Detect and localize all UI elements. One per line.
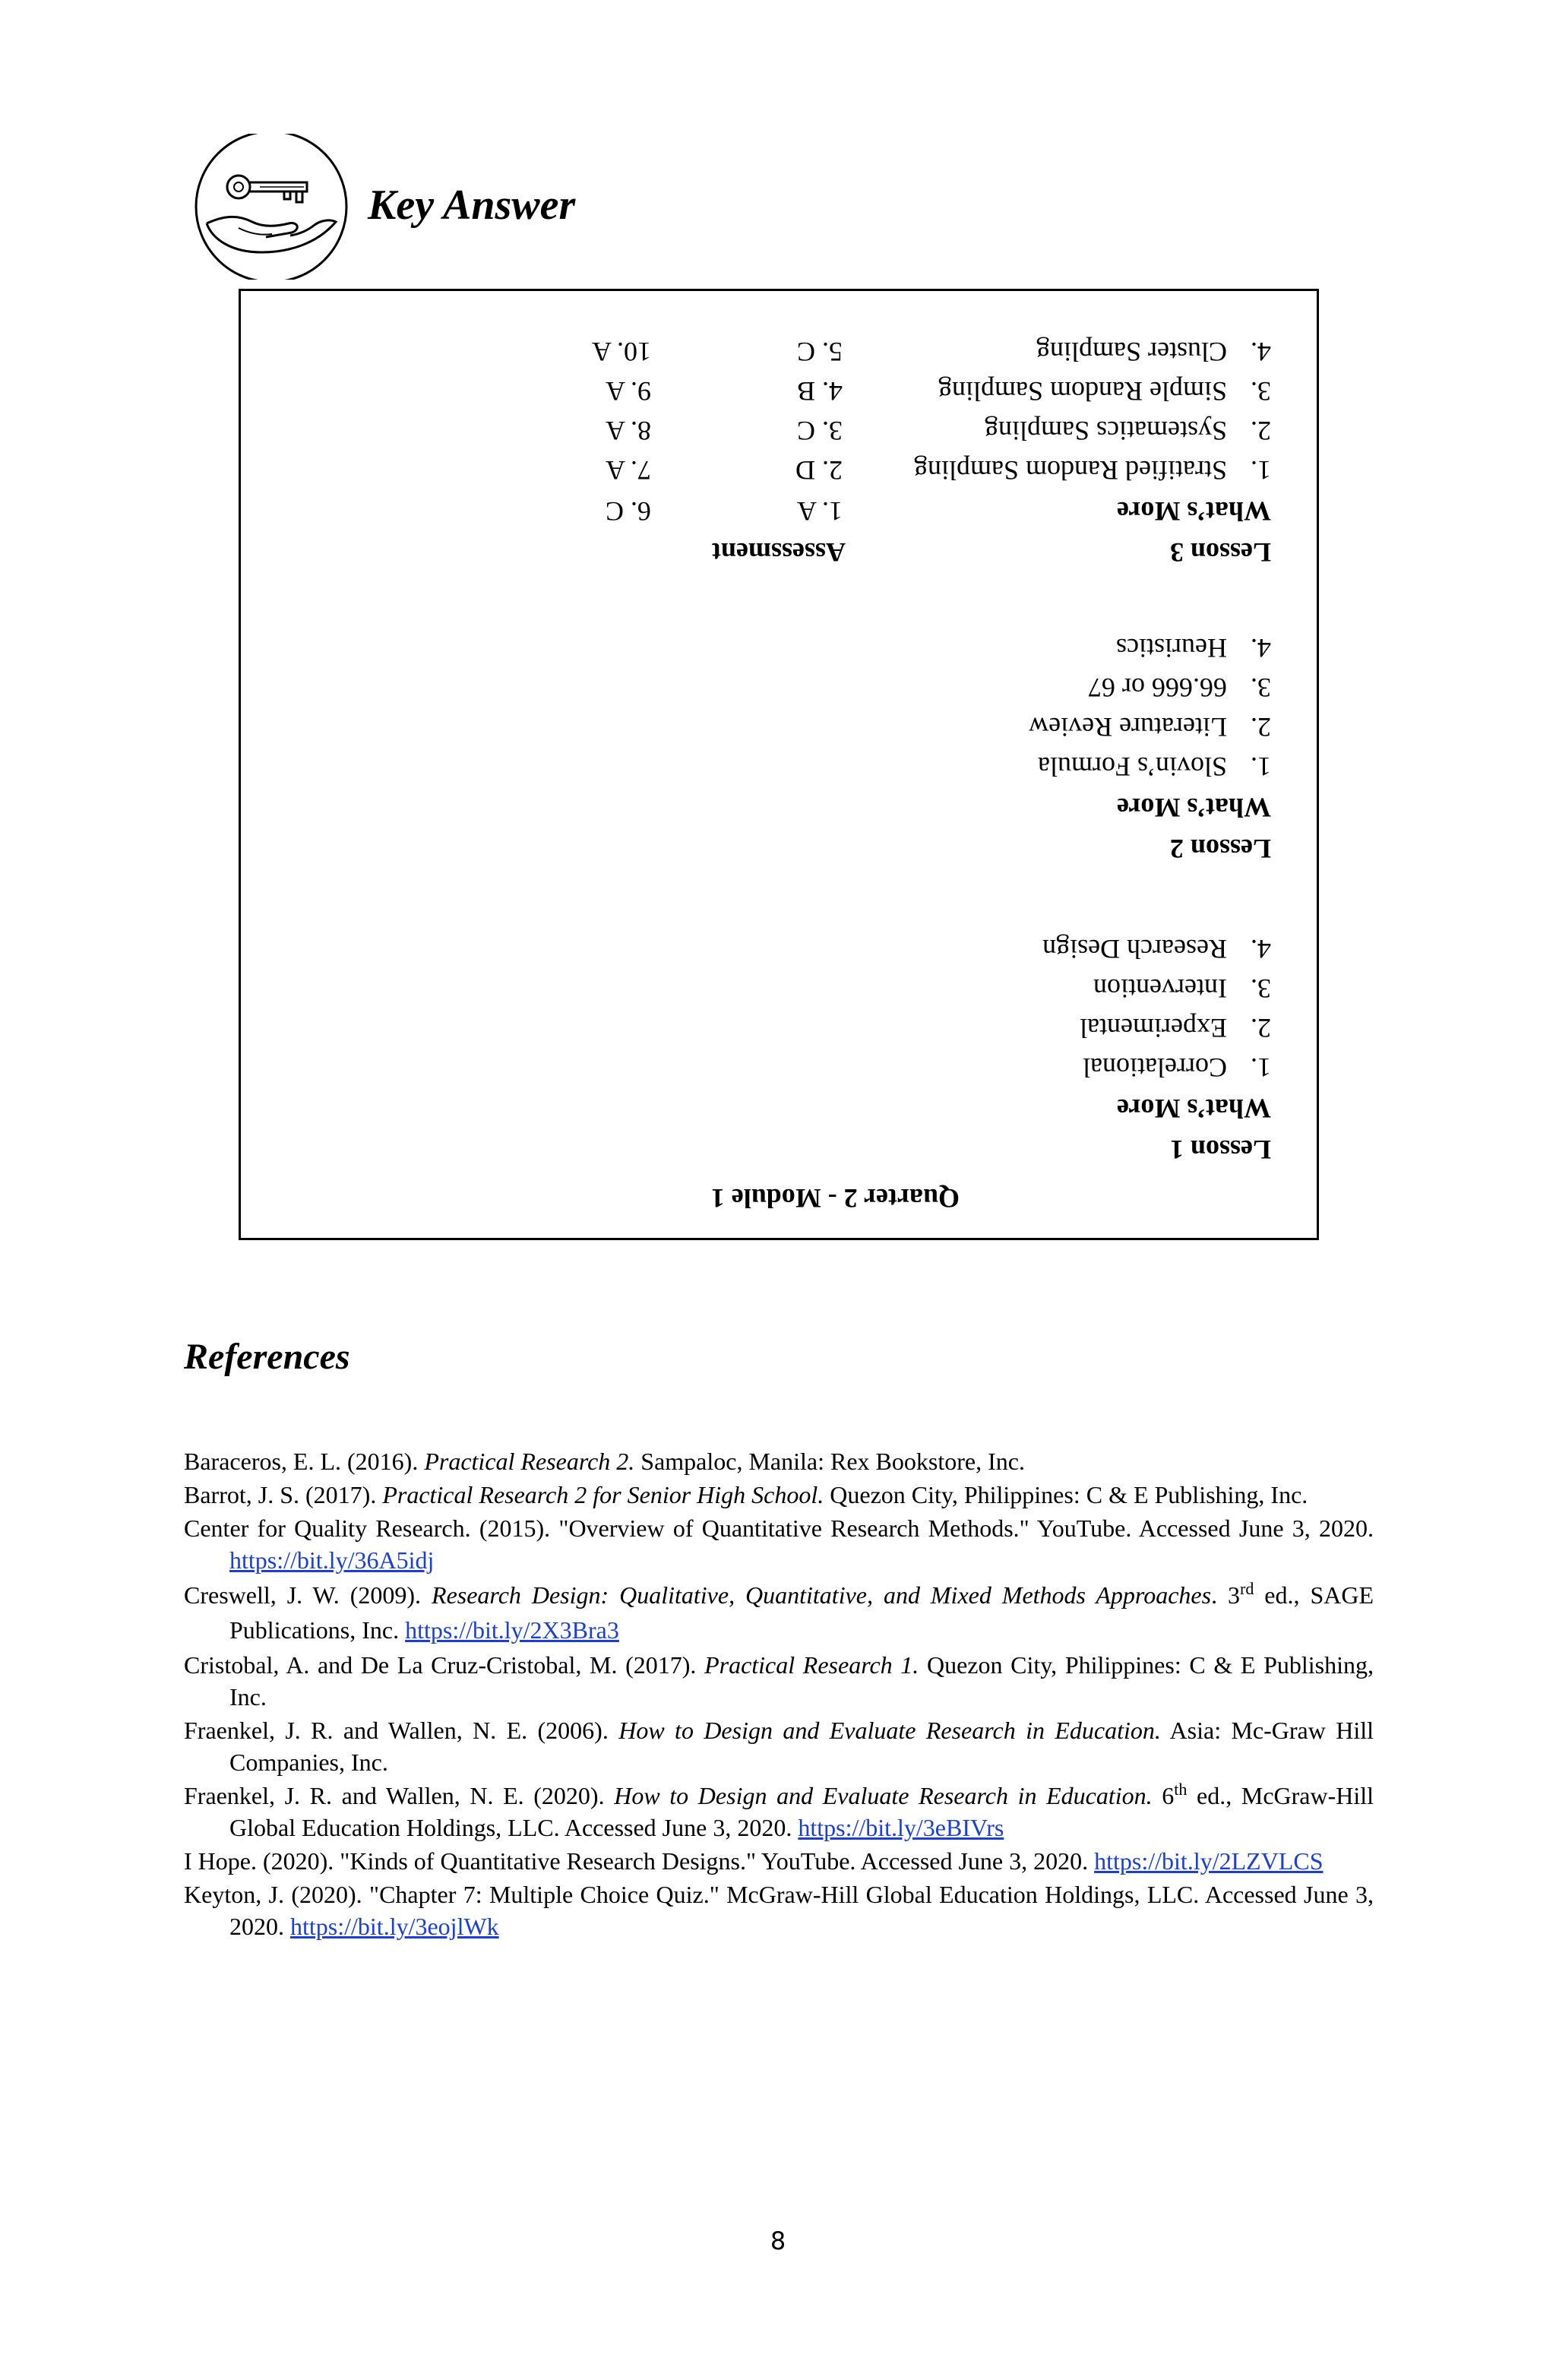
lesson1-heading: Lesson 1: [1169, 1135, 1271, 1165]
list-item: 1.Slovin’s Formula: [1037, 752, 1271, 782]
reference-link[interactable]: https://bit.ly/3eBIVrs: [798, 1814, 1004, 1841]
key-in-hand-icon: [193, 134, 349, 280]
answer-key-content: [241, 291, 1317, 1238]
list-item: 3.66.666 or 67: [1088, 673, 1271, 703]
list-item: 3.Simple Random Sampling: [938, 376, 1271, 407]
list-item: 4.Cluster Sampling: [1036, 337, 1271, 367]
reference-item: Cristobal, A. and De La Cruz-Cristobal, M. (2017). Practical Research 1. Quezon City, Philippines: C & E Publishing, Inc.: [184, 1651, 1374, 1711]
reference-item: Baraceros, E. L. (2016). Practical Research 2. Sampaloc, Manila: Rex Bookstore, Inc.: [184, 1448, 1025, 1475]
reference-item: Keyton, J. (2020). "Chapter 7: Multiple Choice Quiz." McGraw-Hill Global Education Holdings, LLC. Accessed June 3, 2020. https://bit.ly/3eojlWk: [184, 1881, 1374, 1940]
list-item: 6. C: [605, 496, 651, 527]
reference-item: Center for Quality Research. (2015). "Overview of Quantitative Research Methods." YouTube. Accessed June 3, 2020. https://bit.ly/36A5idj: [184, 1514, 1374, 1574]
assessment-heading: Assessment: [712, 537, 846, 568]
references-title: References: [184, 1337, 350, 1377]
list-item: 2.Systematics Sampling: [985, 416, 1271, 446]
list-item: 5. C: [796, 337, 843, 367]
lesson2-subheading: What’s More: [1117, 793, 1271, 823]
list-item: 4.Heuristics: [1116, 633, 1271, 663]
list-item: 7. A: [605, 455, 651, 486]
reference-link[interactable]: https://bit.ly/36A5idj: [229, 1546, 435, 1574]
list-item: 3. C: [796, 416, 843, 446]
list-item: 2. D: [795, 455, 843, 486]
list-item: 1. A: [796, 496, 843, 527]
references-list: [184, 1445, 1374, 1942]
reference-item: Fraenkel, J. R. and Wallen, N. E. (2020). How to Design and Evaluate Research in Education. 6th ed., McGraw-Hill Global Education Holdings, LLC. Accessed June 3, 2020. https://bit.ly/3eBIVrs: [184, 1780, 1374, 1841]
key-answer-title: Key Answer: [368, 182, 576, 229]
list-item: 4. B: [796, 376, 843, 407]
list-item: 2.Experimental: [1080, 1013, 1271, 1043]
list-item: 4.Research Design: [1042, 934, 1271, 964]
list-item: 8. A: [605, 416, 651, 446]
reference-item: Fraenkel, J. R. and Wallen, N. E. (2006). How to Design and Evaluate Research in Education. Asia: Mc-Graw Hill Companies, Inc.: [184, 1717, 1374, 1776]
list-item: 1.Correlational: [1083, 1052, 1271, 1083]
reference-link[interactable]: https://bit.ly/2LZVLCS: [1094, 1847, 1324, 1875]
reference-item: Barrot, J. S. (2017). Practical Research 2 for Senior High School. Quezon City, Philippines: C & E Publishing, Inc.: [184, 1481, 1308, 1508]
lesson2-heading: Lesson 2: [1169, 834, 1271, 864]
list-item: 9. A: [605, 376, 651, 407]
reference-item: I Hope. (2020). "Kinds of Quantitative Research Designs." YouTube. Accessed June 3, 2020. https://bit.ly/2LZVLCS: [184, 1847, 1324, 1875]
module-title: Quarter 2 - Module 1: [710, 1183, 960, 1214]
lesson3-heading: Lesson 3: [1169, 537, 1271, 568]
reference-link[interactable]: https://bit.ly/3eojlWk: [290, 1913, 499, 1940]
answer-key-box: [239, 289, 1319, 1240]
reference-link[interactable]: https://bit.ly/2X3Bra3: [405, 1616, 619, 1644]
list-item: 3.Intervention: [1093, 973, 1271, 1004]
page-number: 8: [770, 2227, 786, 2255]
list-item: 2.Literature Review: [1029, 712, 1271, 742]
list-item: 10. A: [591, 337, 651, 367]
lesson3-subheading: What’s More: [1117, 496, 1271, 527]
reference-item: Creswell, J. W. (2009). Research Design: Qualitative, Quantitative, and Mixed Methods Approaches. 3rd ed., SAGE Publications, Inc. https://bit.ly/2X3Bra3: [184, 1579, 1374, 1644]
lesson1-subheading: What’s More: [1117, 1093, 1271, 1124]
list-item: 1.Stratified Random Sampling: [914, 455, 1271, 486]
